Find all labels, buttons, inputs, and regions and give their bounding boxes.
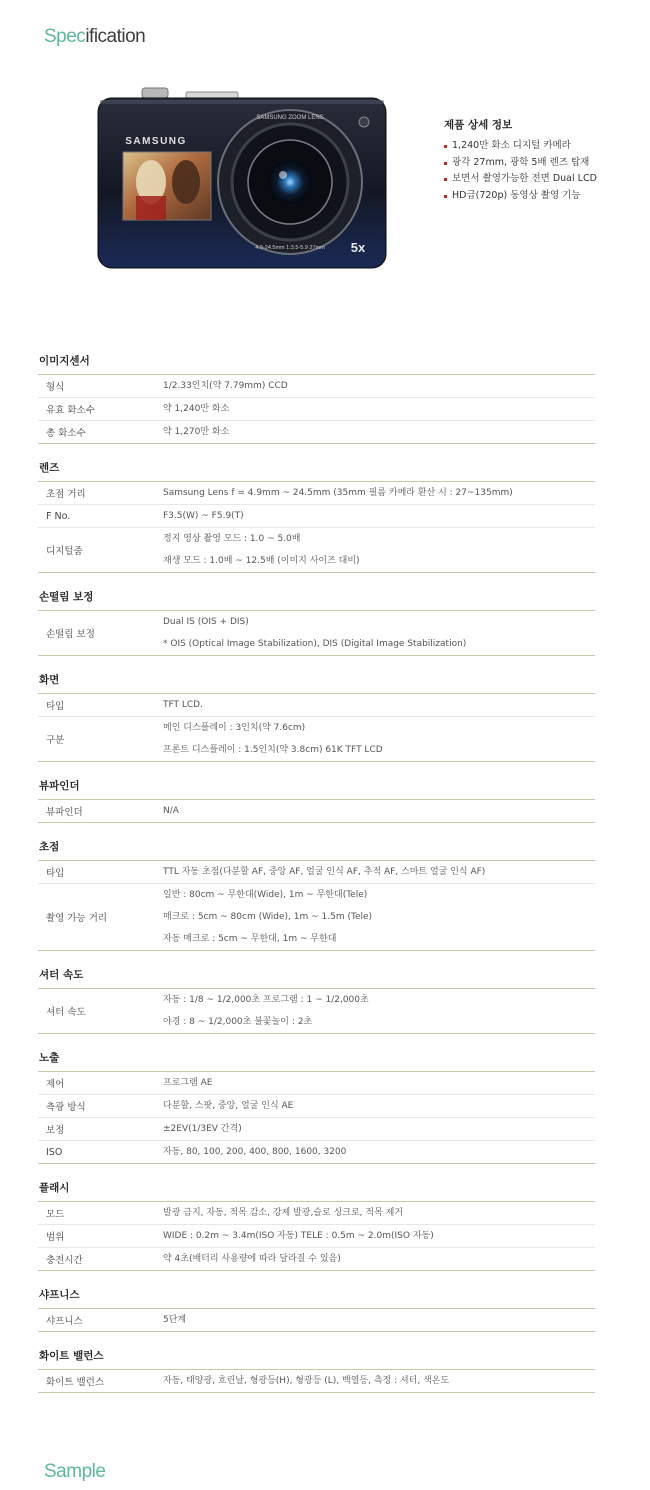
spec-row-label: 보정 [46, 1125, 65, 1136]
spec-row-value: * OIS (Optical Image Stabilization), DIS (Digital Image Stabilization) [163, 639, 467, 649]
spec-row-values [163, 505, 595, 527]
spec-row-values [163, 800, 595, 822]
spec-row-label: 디지털줌 [46, 546, 83, 557]
spec-row-value: TFT LCD. [163, 700, 203, 710]
spec-section [38, 1285, 595, 1332]
spec-row-value: 자동, 태양광, 흐린날, 형광등(H), 형광등 (L), 백열등, 측정 : 셔터, 색온도 [163, 1376, 450, 1386]
camera-brand: SAMSUNG [125, 136, 187, 147]
spec-row-value: ±2EV(1/3EV 간격) [163, 1124, 242, 1134]
spec-section-title: 렌즈 [38, 458, 595, 482]
spec-row [38, 1072, 595, 1095]
spec-row-values [163, 1248, 595, 1270]
spec-row-label: 타입 [46, 701, 65, 712]
product-info-panel [444, 117, 597, 204]
specification-heading [44, 26, 145, 48]
spec-row-value: 메인 디스플레이 : 3인치(약 7.6cm) [163, 723, 306, 733]
spec-row-value: 야경 : 8 ~ 1/2,000초 불꽃놀이 : 2초 [163, 1017, 313, 1027]
spec-row-value: F3.5(W) ~ F5.9(T) [163, 511, 244, 521]
spec-row-value: Samsung Lens f = 4.9mm ~ 24.5mm (35mm 필름 카메라 환산 시 : 27~135mm) [163, 488, 513, 498]
spec-row-label: 측광 방식 [46, 1102, 86, 1113]
spec-row [38, 717, 595, 762]
spec-section-title: 손떨림 보정 [38, 587, 595, 611]
heading-accent: Sample [44, 1461, 106, 1482]
spec-row-value: 약 4초(배터리 사용량에 따라 달라질 수 있음) [163, 1254, 341, 1264]
spec-row-values [163, 1118, 595, 1140]
spec-row [38, 611, 595, 656]
spec-row-value: 1/2.33인치(약 7.79mm) CCD [163, 381, 288, 391]
camera-product-image [96, 86, 388, 272]
spec-table [38, 351, 595, 1407]
spec-row-value: 약 1,270만 화소 [163, 427, 230, 437]
spec-section [38, 587, 595, 656]
spec-section [38, 1048, 595, 1164]
spec-row-values [163, 989, 595, 1033]
spec-row-values [163, 375, 595, 397]
spec-row-label: 손떨림 보정 [46, 629, 95, 640]
spec-row-label: 화이트 밸런스 [46, 1377, 105, 1388]
spec-row-value: N/A [163, 806, 179, 816]
spec-section [38, 776, 595, 823]
spec-row [38, 1118, 595, 1141]
spec-row-value: 다분할, 스팟, 중앙, 얼굴 인식 AE [163, 1101, 294, 1111]
spec-row-values [163, 528, 595, 572]
spec-section-title: 화면 [38, 670, 595, 694]
spec-row-label: 초점 거리 [46, 489, 86, 500]
product-info-item: 광각 27mm, 광학 5배 렌즈 탑재 [444, 155, 597, 172]
spec-row [38, 800, 595, 823]
spec-row-value: 발광 금지, 자동, 적목 감소, 강제 발광,슬로 싱크로, 적목 제거 [163, 1208, 404, 1218]
spec-row-label: ISO [46, 1146, 63, 1158]
spec-row-value: Dual IS (OIS + DIS) [163, 617, 249, 627]
spec-row [38, 989, 595, 1034]
lens-ring-bottom-text: 4.9-24.5mm 1:3.5-5.9 27mm [255, 245, 325, 251]
heading-rest: ification [85, 26, 146, 47]
spec-row-label: 샤프니스 [46, 1316, 83, 1327]
spec-row [38, 421, 595, 444]
spec-row-label: 총 화소수 [46, 428, 86, 439]
spec-section [38, 1178, 595, 1271]
product-info-item: 보면서 촬영가능한 전면 Dual LCD [444, 171, 597, 188]
spec-row-values [163, 1309, 595, 1331]
spec-row-value: 자동, 80, 100, 200, 400, 800, 1600, 3200 [163, 1147, 347, 1157]
spec-section-title: 셔터 속도 [38, 965, 595, 989]
spec-row-value: WIDE : 0.2m ~ 3.4m(ISO 자동) TELE : 0.5m ~ 2.0m(ISO 자동) [163, 1231, 434, 1241]
spec-row-value: 정지 영상 촬영 모드 : 1.0 ~ 5.0배 [163, 534, 301, 544]
spec-row [38, 884, 595, 951]
spec-row-label: 충전시간 [46, 1255, 83, 1266]
spec-row [38, 694, 595, 717]
spec-row-value: 일반 : 80cm ~ 무한대(Wide), 1m ~ 무한대(Tele) [163, 890, 368, 900]
spec-row-label: 제어 [46, 1079, 65, 1090]
sample-heading [44, 1461, 105, 1483]
product-info-item: HD급(720p) 동영상 촬영 기능 [444, 188, 597, 205]
spec-row-value: 재생 모드 : 1.0배 ~ 12.5배 (이미지 사이즈 대비) [163, 556, 360, 566]
product-info-title: 제품 상세 정보 [444, 119, 513, 131]
spec-section-title: 샤프니스 [38, 1285, 595, 1309]
spec-row-label: 셔터 속도 [46, 1007, 86, 1018]
spec-row-values [163, 421, 595, 443]
spec-row-values [163, 1095, 595, 1117]
lens-ring-top-text: SAMSUNG ZOOM LENS [256, 115, 324, 121]
spec-row-label: 타입 [46, 868, 65, 879]
spec-row-values [163, 611, 595, 655]
spec-row [38, 1248, 595, 1271]
spec-row-value: 자동 매크로 : 5cm ~ 무한대, 1m ~ 무한대 [163, 934, 337, 944]
spec-section-title: 노출 [38, 1048, 595, 1072]
spec-row-value: 프론트 디스플레이 : 1.5인치(약 3.8cm) 61K TFT LCD [163, 745, 383, 755]
spec-section [38, 965, 595, 1034]
spec-section-title: 이미지센서 [38, 351, 595, 375]
spec-row [38, 505, 595, 528]
spec-row-values [163, 884, 595, 950]
zoom-text: 5x [350, 240, 366, 255]
spec-row-value: 약 1,240만 화소 [163, 404, 230, 414]
spec-row-label: 유효 화소수 [46, 405, 95, 416]
spec-section [38, 458, 595, 573]
spec-row-values [163, 398, 595, 420]
spec-row-label: 뷰파인더 [46, 807, 83, 818]
spec-row-values [163, 717, 595, 761]
heading-accent: Spec [44, 26, 86, 47]
spec-row-label: F No. [46, 510, 71, 522]
spec-row [38, 1225, 595, 1248]
spec-row [38, 861, 595, 884]
spec-section [38, 351, 595, 444]
spec-row-label: 모드 [46, 1209, 65, 1220]
spec-row [38, 1095, 595, 1118]
spec-row-value: 5단계 [163, 1315, 187, 1325]
spec-row [38, 398, 595, 421]
spec-row-value: 매크로 : 5cm ~ 80cm (Wide), 1m ~ 1.5m (Tele) [163, 912, 373, 922]
spec-row [38, 1141, 595, 1164]
spec-row [38, 528, 595, 573]
spec-row-label: 범위 [46, 1232, 65, 1243]
spec-row-values [163, 861, 595, 883]
spec-row-values [163, 482, 595, 504]
spec-row-values [163, 1072, 595, 1094]
spec-row-values [163, 1370, 595, 1392]
spec-row-label: 구분 [46, 735, 65, 746]
spec-row [38, 482, 595, 505]
spec-row-values [163, 1141, 595, 1163]
spec-section [38, 1346, 595, 1393]
spec-row [38, 1309, 595, 1332]
spec-section [38, 837, 595, 951]
spec-section-title: 플래시 [38, 1178, 595, 1202]
product-info-item: 1,240만 화소 디지털 카메라 [444, 138, 597, 155]
spec-section [38, 670, 595, 762]
spec-row [38, 1202, 595, 1225]
spec-row-label: 촬영 가능 거리 [46, 913, 108, 924]
spec-row-value: TTL 자동 초점(다분할 AF, 중앙 AF, 얼굴 인식 AF, 추적 AF, 스마트 얼굴 인식 AF) [163, 867, 486, 877]
spec-row-value: 프로그램 AE [163, 1078, 213, 1088]
spec-section-title: 초점 [38, 837, 595, 861]
spec-row [38, 1370, 595, 1393]
spec-row-value: 자동 : 1/8 ~ 1/2,000초 프로그램 : 1 ~ 1/2,000초 [163, 995, 369, 1005]
spec-row-values [163, 1202, 595, 1224]
spec-row [38, 375, 595, 398]
spec-row-label: 형식 [46, 382, 65, 393]
spec-section-title: 뷰파인더 [38, 776, 595, 800]
spec-section-title: 화이트 밸런스 [38, 1346, 595, 1370]
spec-row-values [163, 1225, 595, 1247]
spec-row-values [163, 694, 595, 716]
product-info-list [444, 138, 597, 204]
